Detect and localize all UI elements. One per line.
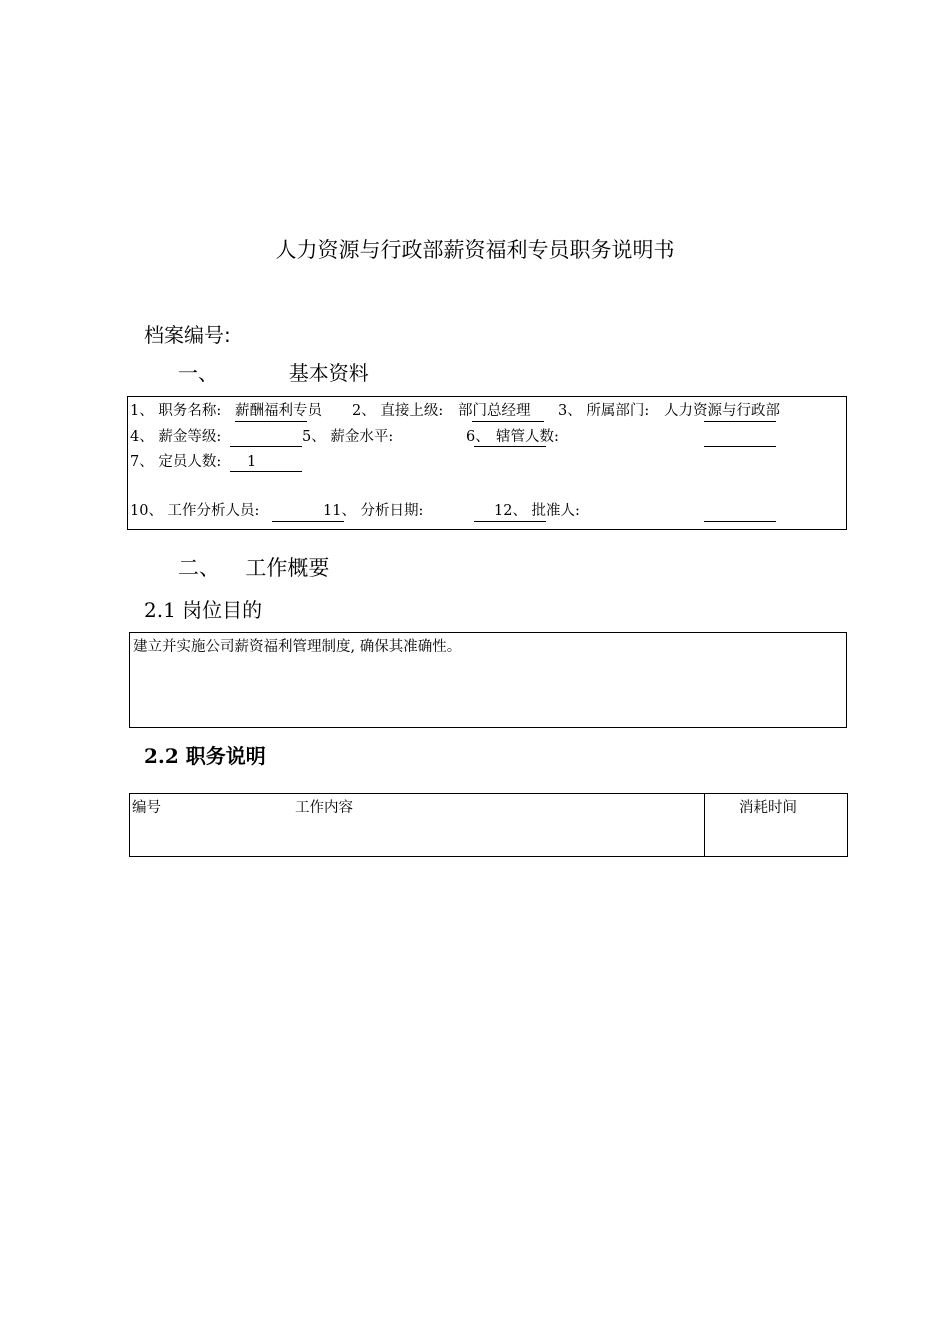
purpose-heading-title: 岗位目的 [182, 598, 263, 622]
approver-underline [704, 521, 776, 522]
section-heading-summary [178, 552, 329, 582]
section-title: 基本资料 [288, 361, 369, 385]
staff-quota-value: 1 [247, 454, 257, 470]
purpose-text: 建立并实施公司薪资福利管理制度, 确保其准确性。 [133, 639, 462, 655]
job-title-underline [235, 421, 307, 422]
purpose-box [129, 632, 847, 728]
section-number: 一、 [178, 361, 218, 385]
analysis-date-label: 11、 分析日期: [323, 503, 424, 519]
job-title-label: 1、 职务名称: [130, 403, 222, 419]
section-heading-basic [178, 357, 369, 386]
job-analyst-label: 10、 工作分析人员: [130, 503, 260, 519]
supervisor-underline [472, 421, 544, 422]
column-header-content: 工作内容 [295, 800, 353, 816]
section-title: 工作概要 [245, 556, 330, 580]
job-analyst-underline [272, 521, 344, 522]
staff-quota-underline [230, 471, 302, 472]
basic-info-box [127, 396, 847, 530]
salary-level-label: 5、 薪金水平: [302, 429, 394, 445]
purpose-heading-number: 2.1 [144, 598, 176, 622]
analysis-date-underline [474, 521, 546, 522]
column-header-time: 消耗时间 [739, 800, 797, 816]
section-number: 二、 [178, 556, 220, 580]
salary-grade-underline [230, 446, 302, 447]
job-title-value: 薪酬福利专员 [235, 403, 322, 419]
page-title: 人力资源与行政部薪资福利专员职务说明书 [275, 238, 675, 262]
headcount-managed-label: 辖管人数: [496, 429, 559, 445]
headcount-managed-num: 6、 [466, 429, 490, 445]
supervisor-value: 部门总经理 [458, 403, 531, 419]
column-divider [704, 794, 705, 856]
salary-grade-label: 4、 薪金等级: [130, 429, 222, 445]
headcount-managed-underline [474, 446, 546, 447]
duties-heading: 2.2 职务说明 [144, 744, 266, 768]
department-value: 人力资源与行政部 [664, 403, 780, 419]
department-label: 3、 所属部门: [558, 403, 650, 419]
approver-label: 12、 批准人: [494, 503, 580, 519]
staff-quota-label: 7、 定员人数: [130, 454, 222, 470]
purpose-heading [144, 594, 262, 623]
archive-number-label: 档案编号: [144, 323, 231, 347]
supervisor-label: 2、 直接上级: [352, 403, 444, 419]
department-underline [704, 421, 776, 422]
row2-end-underline [704, 446, 776, 447]
column-header-number: 编号 [132, 800, 161, 816]
duties-table [129, 793, 848, 857]
